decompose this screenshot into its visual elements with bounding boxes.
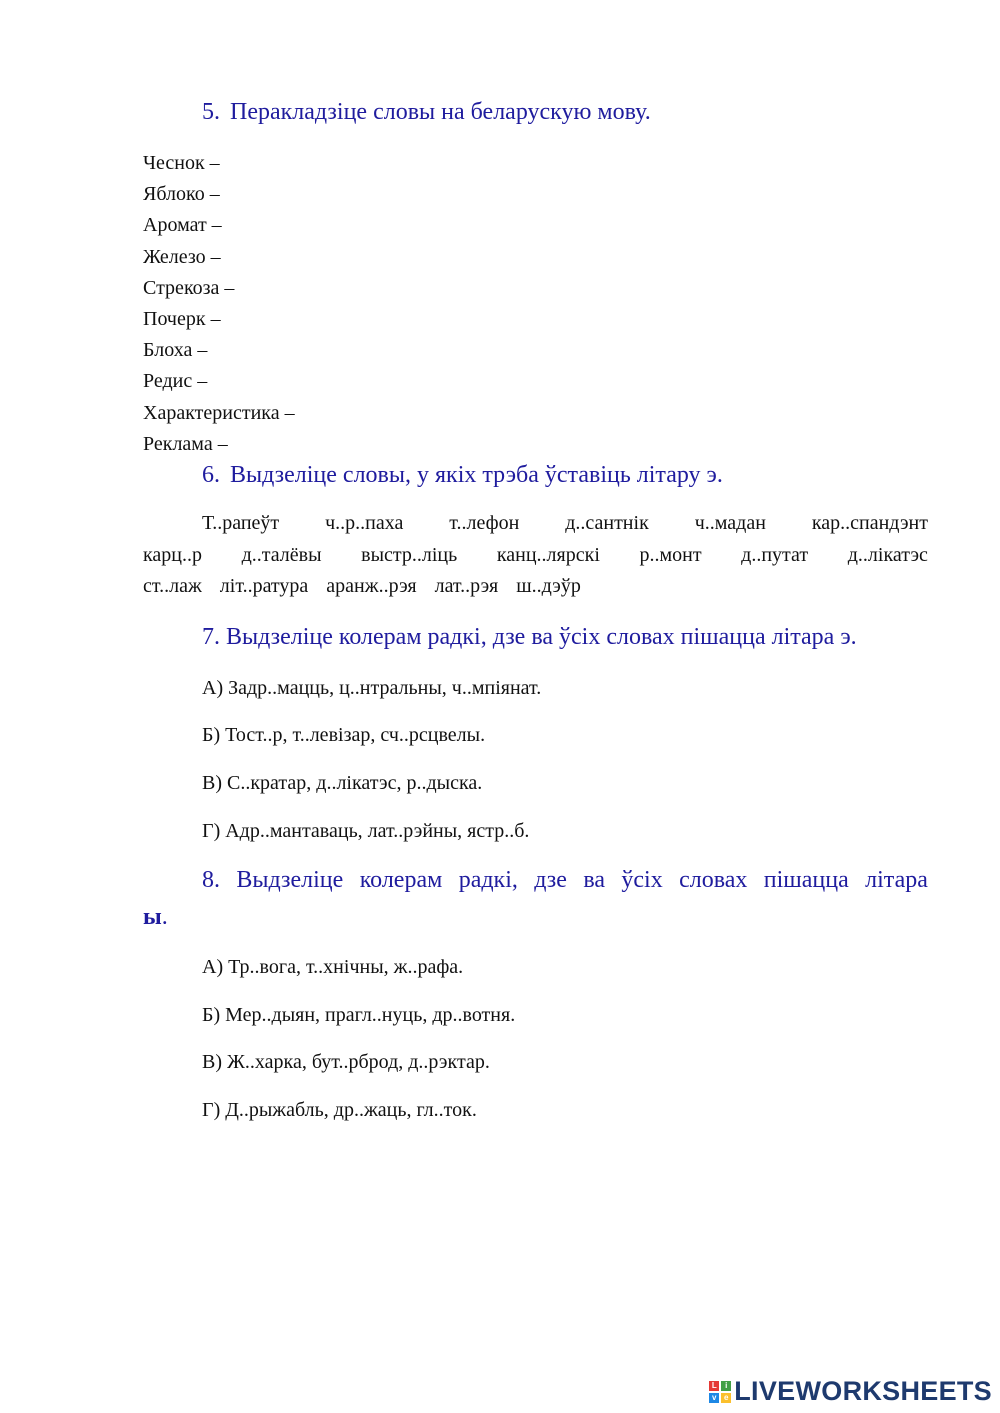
q6-title: Выдзеліце словы, у якіх трэба ўставіць літару э. [230,462,723,488]
q8-title-word: 8. [202,867,220,893]
q5-heading [202,96,651,128]
q6-word-block [143,508,928,603]
q7-option-g[interactable]: Г) Адр..мантаваць, лат..рэйны, ястр..б. [202,820,530,842]
q8-title-letter-line [143,899,928,936]
logo-text: LIVEWORKSHEETS [734,1376,992,1406]
q6-word[interactable]: аранж..рэя [326,575,417,597]
q7-heading: 7. Выдзеліце колерам радкі, дзе ва ўсіх словах пішацца літара э. [202,624,857,650]
q8-letter: ы [143,904,162,930]
q6-word-row [143,540,928,572]
q5-word: Аромат – [143,214,222,237]
q6-word[interactable]: д..лікатэс [847,543,928,566]
q8-title-word: ва [583,867,605,893]
q6-word-row [143,571,928,603]
q6-word[interactable]: канц..лярскі [496,543,600,566]
q6-word[interactable]: д..сантнік [565,512,649,534]
q8-title-line [143,862,928,899]
logo-mark-icon [709,1381,731,1403]
logo-mark-letter: i [721,1381,731,1391]
q5-word: Яблоко – [143,183,220,206]
q8-title-word: дзе [534,867,567,893]
q7-option-b[interactable]: Б) Тост..р, т..левізар, сч..рсцвелы. [202,724,486,746]
q8-heading [143,862,928,936]
q8-option-a[interactable]: А) Тр..вога, т..хнічны, ж..рафа. [202,956,464,978]
q8-title-word: літара [865,867,928,893]
q6-word[interactable]: Т..рапеўт [202,512,280,534]
q5-word: Железо – [143,245,221,268]
q8-title-word: пішацца [763,867,849,893]
q5-title: Перакладзіце словы на беларускую мову. [230,99,651,125]
q5-word: Почерк – [143,307,221,330]
q5-word: Реклама – [143,432,228,455]
q6-word[interactable]: лат..рэя [434,575,499,597]
q6-word[interactable]: д..талёвы [241,543,322,566]
q8-title-word: ўсіх [621,867,663,893]
q6-word-row [143,508,928,540]
q6-number: 6. [202,462,220,488]
q5-word: Характеристика – [143,401,295,424]
q6-word[interactable]: літ..ратура [219,575,309,597]
q6-word[interactable]: ч..р..паха [325,512,404,534]
q8-option-v[interactable]: В) Ж..харка, бут..рброд, д..рэктар. [202,1051,490,1073]
q8-title-word: словах [679,867,748,893]
q8-period: . [161,904,168,930]
logo-mark-letter: e [721,1393,731,1403]
q6-word[interactable]: выстр..ліць [361,543,458,566]
q6-word[interactable]: ч..мадан [694,512,766,534]
q6-word[interactable]: карц..р [143,543,202,566]
liveworksheets-logo [709,1376,992,1407]
q8-title-word: Выдзеліце [236,867,344,893]
q6-word[interactable]: д..путат [741,543,809,566]
q6-word[interactable]: ст..лаж [143,575,202,597]
q6-word[interactable]: кар..спандэнт [811,512,928,534]
q5-word: Редис – [143,370,208,393]
q8-option-b[interactable]: Б) Мер..дыян, прагл..нуць, др..вотня. [202,1004,516,1026]
q8-title-word: колерам [359,867,443,893]
q5-number: 5. [202,99,220,125]
q7-option-v[interactable]: В) С..кратар, д..лікатэс, р..дыска. [202,772,483,794]
q6-word[interactable]: р..монт [639,543,702,566]
q5-word: Блоха – [143,339,208,362]
q5-word: Чеснок – [143,152,220,174]
q5-word-list [143,148,295,460]
logo-mark-letter: v [709,1393,719,1403]
q5-word: Стрекоза – [143,276,235,299]
q7-option-a[interactable]: А) Задр..мацць, ц..нтральны, ч..мпіянат. [202,677,542,699]
q6-word[interactable]: т..лефон [449,512,520,534]
q8-option-g[interactable]: Г) Д..рыжабль, др..жаць, гл..ток. [202,1099,477,1121]
logo-mark-letter: L [709,1381,719,1391]
q8-title-word: радкі, [458,867,518,893]
q6-word[interactable]: ш..дэўр [516,575,581,597]
q6-heading [202,459,723,491]
